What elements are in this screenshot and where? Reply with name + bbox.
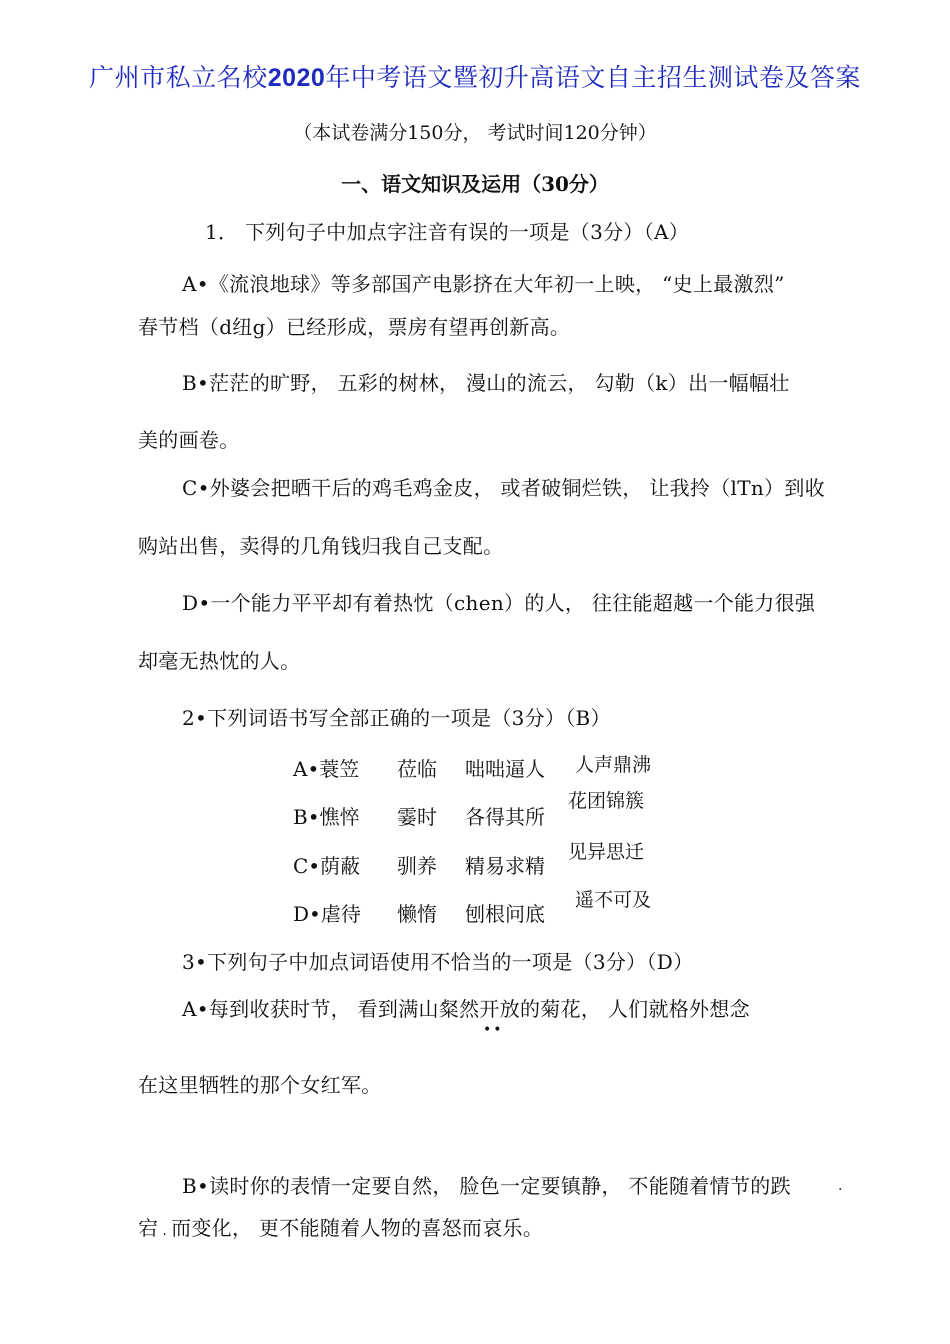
question-1-stem: 1． 下列句子中加点字注音有误的一项是（3分）（A） [205, 220, 690, 244]
q2-row-d-word1: D•虐待 [293, 902, 361, 926]
q2-row-b-word3: 各得其所 [465, 805, 545, 829]
q2-row-c-word1: C•荫蔽 [293, 854, 361, 878]
q3-option-a-line1: A•每到收获时节， 看到满山粲然开放的菊花， 人们就格外想念 [182, 997, 750, 1021]
q2-row-b-word1: B•憔悴 [293, 805, 360, 829]
q3-option-b-line2: 宕 . 而变化， 更不能随着人物的喜怒而哀乐。 [138, 1216, 544, 1240]
q2-row-b-word4: 花团锦簇 [568, 790, 645, 812]
q1-option-c-line2: 购站出售，卖得的几角钱归我自己支配。 [138, 534, 504, 558]
q1-option-d-line1: D•一个能力平平却有着热忱（chen）的人， 往往能超越一个能力很强 [182, 591, 816, 615]
q2-row-a-word4: 人声鼎沸 [575, 754, 652, 776]
q1-option-d-line2: 却毫无热忱的人。 [138, 649, 301, 673]
q2-row-c-word4: 见异思迁 [568, 841, 645, 863]
q1-option-a-line2: 春节档（d纽g）已经形成，票房有望再创新高。 [138, 315, 571, 339]
section-heading: 一、语文知识及运用（30分） [341, 172, 609, 196]
q2-row-c-word2: 驯养 [397, 854, 437, 878]
q2-row-b-word2: 霎时 [397, 805, 437, 829]
emphasis-dots: •• [483, 1022, 504, 1038]
emphasis-dot: . [162, 1223, 168, 1239]
question-3-stem: 3•下列句子中加点词语使用不恰当的一项是（3分）（D） [182, 950, 694, 974]
q2-row-d-word2: 懒惰 [397, 902, 437, 926]
q2-row-d-word4: 遥不可及 [575, 889, 652, 911]
q1-option-c-line1: C•外婆会把晒干后的鸡毛鸡金皮， 或者破铜烂铁， 让我拎（lTn）到收 [182, 476, 825, 500]
exam-info: （本试卷满分150分， 考试时间120分钟） [293, 122, 657, 144]
document-title: 广州市私立名校2020年中考语文暨初升高语文自主招生测试卷及答案 [89, 63, 861, 92]
q1-option-b-line2: 美的画卷。 [138, 428, 240, 452]
q2-row-a-word3: 咄咄逼人 [465, 757, 545, 781]
q2-row-d-word3: 刨根问底 [465, 902, 545, 926]
q3-option-a-line2: 在这里牺牲的那个女红军。 [138, 1073, 382, 1097]
emphasis-dot: . [838, 1178, 843, 1194]
q2-row-c-word3: 精易求精 [465, 854, 545, 878]
q2-row-a-word1: A•蓑笠 [293, 757, 360, 781]
question-2-stem: 2•下列词语书写全部正确的一项是（3分）（B） [182, 706, 611, 730]
q2-row-a-word2: 莅临 [397, 757, 437, 781]
q1-option-a-line1: A•《流浪地球》等多部国产电影挤在大年初一上映， “史上最激烈” [182, 272, 785, 296]
q1-option-b-line1: B•茫茫的旷野， 五彩的树林， 漫山的流云， 勾勒（k）出一幅幅壮 [182, 371, 790, 395]
q3-option-b-line1: B•读时你的表情一定要自然， 脸色一定要镇静， 不能随着情节的跌 [182, 1174, 791, 1198]
